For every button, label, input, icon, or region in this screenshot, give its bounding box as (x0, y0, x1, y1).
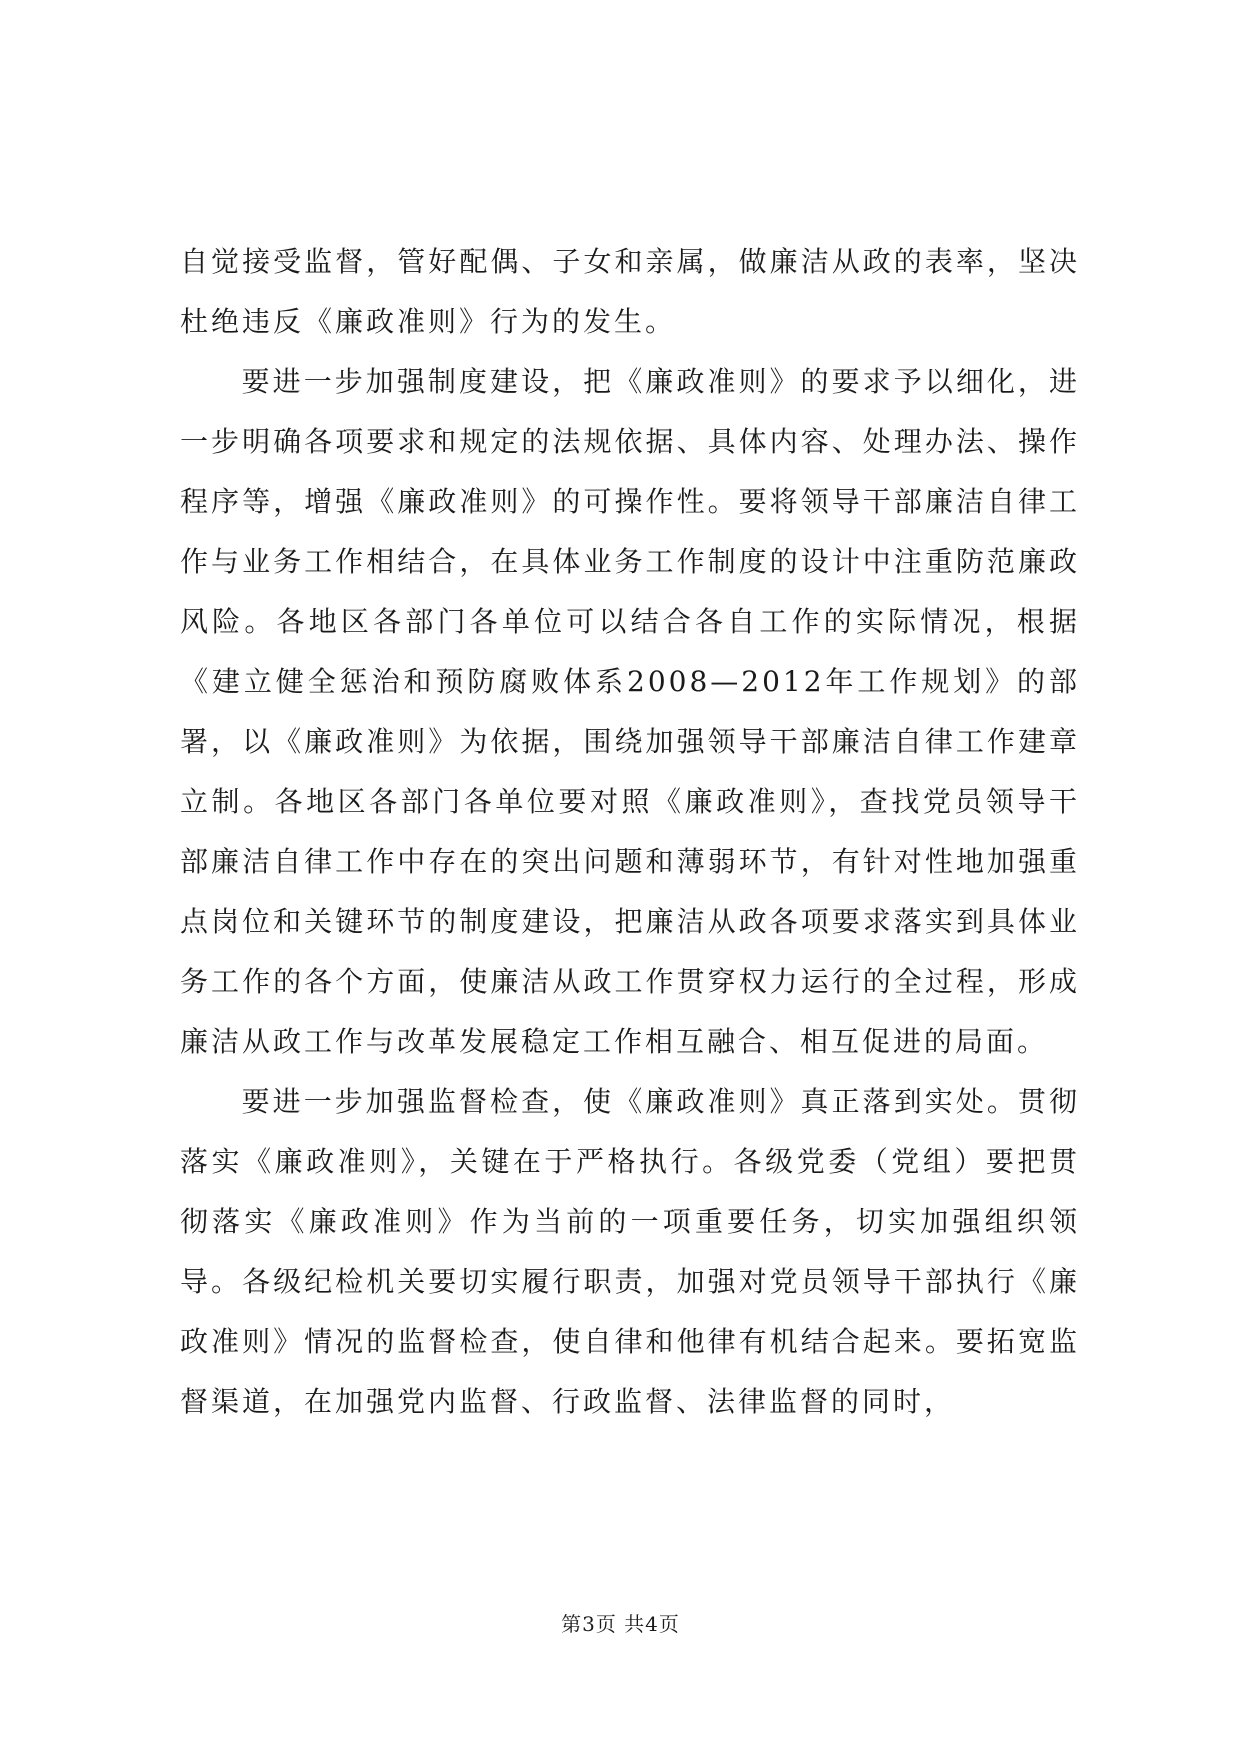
page-footer: 第3页 共4页 (561, 1612, 680, 1636)
paragraph-2: 要进一步加强制度建设，把《廉政准则》的要求予以细化，进一步明确各项要求和规定的法规依据、具体内容、处理办法、操作程序等，增强《廉政准则》的可操作性。要将领导干部廉洁自律工作与业务工作相结合，在具体业务工作制度的设计中注重防范廉政风险。各地区各部门各单位可以结合各自工作的实际情况，根据《建立健全惩治和预防腐败体系2008—2012年工作规划》的部署，以《廉政准则》为依据，围绕加强领导干部廉洁自律工作建章立制。各地区各部门各单位要对照《廉政准则》，查找党员领导干部廉洁自律工作中存在的突出问题和薄弱环节，有针对性地加强重点岗位和关键环节的制度建设，把廉洁从政各项要求落实到具体业务工作的各个方面，使廉洁从政工作贯穿权力运行的全过程，形成廉洁从政工作与改革发展稳定工作相互融合、相互促进的局面。 (180, 365, 1080, 1058)
body-text (180, 232, 1080, 1432)
paragraph-3: 要进一步加强监督检查，使《廉政准则》真正落到实处。贯彻落实《廉政准则》，关键在于严格执行。各级党委（党组）要把贯彻落实《廉政准则》作为当前的一项重要任务，切实加强组织领导。各级纪检机关要切实履行职责，加强对党员领导干部执行《廉政准则》情况的监督检查，使自律和他律有机结合起来。要拓宽监督渠道，在加强党内监督、行政监督、法律监督的同时， (180, 1085, 1080, 1418)
paragraph-1: 自觉接受监督，管好配偶、子女和亲属，做廉洁从政的表率，坚决杜绝违反《廉政准则》行为的发生。 (180, 245, 1080, 338)
